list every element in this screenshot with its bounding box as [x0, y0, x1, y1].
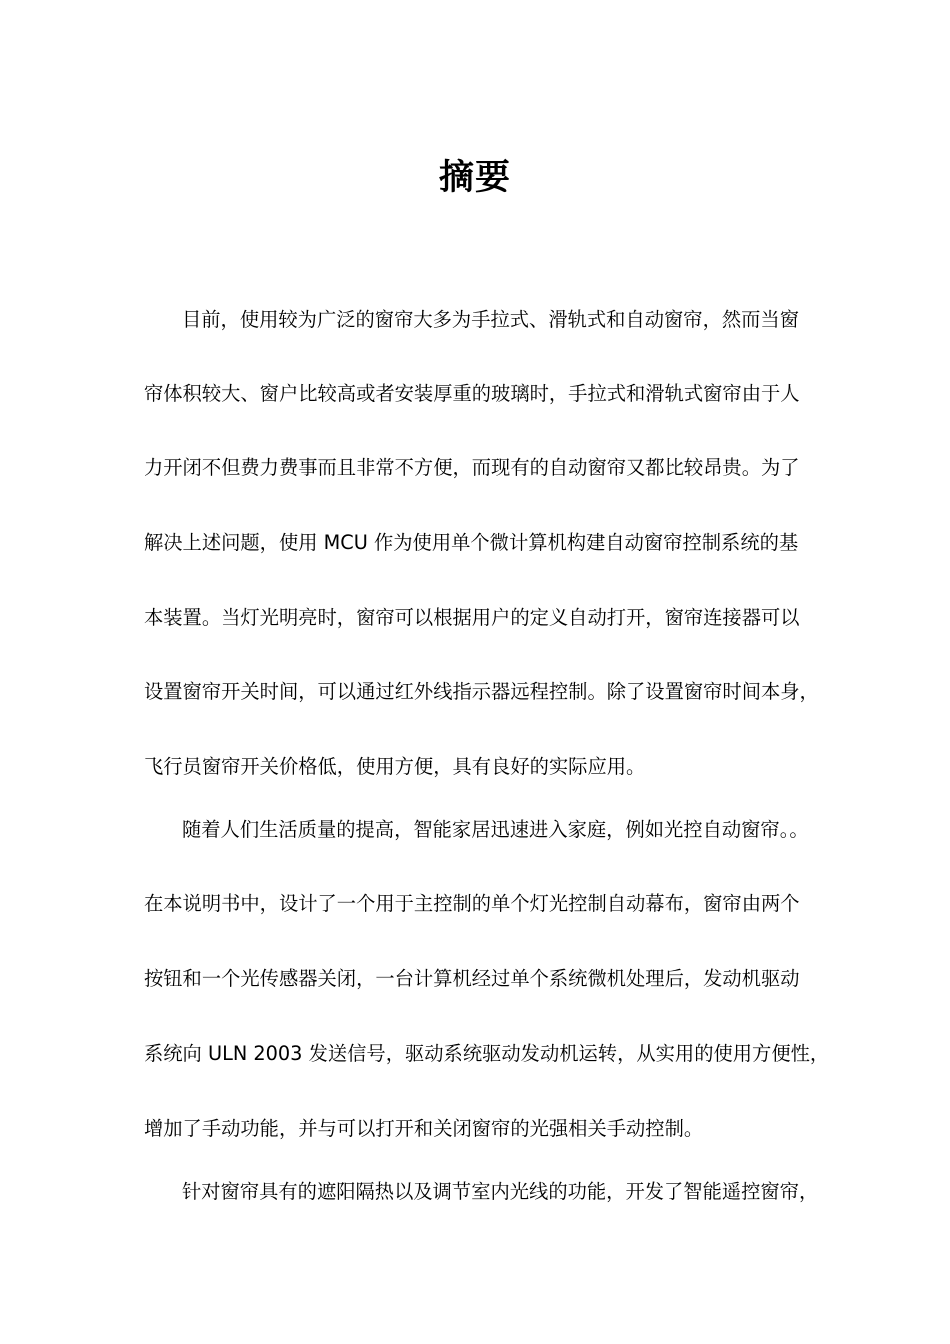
- paragraph-1-line-5: 本装置。当灯光明亮时，窗帘可以根据用户的定义自动打开，窗帘连接器可以: [144, 606, 800, 629]
- paragraph-2-line-3: 按钮和一个光传感器关闭，一台计算机经过单个系统微机处理后，发动机驱动: [144, 967, 800, 990]
- paragraph-1-line-7: 飞行员窗帘开关价格低，使用方便，具有良好的实际应用。: [144, 755, 646, 778]
- paragraph-1-line-6: 设置窗帘开关时间，可以通过红外线指示器远程控制。除了设置窗帘时间本身，: [144, 680, 819, 703]
- paragraph-1-line-4: 解决上述问题，使用 MCU 作为使用单个微计算机构建自动窗帘控制系统的基: [144, 531, 799, 554]
- page-title: 摘要: [438, 158, 511, 198]
- paragraph-2-line-2: 在本说明书中，设计了一个用于主控制的单个灯光控制自动幕布，窗帘由两个: [144, 892, 800, 915]
- paragraph-1-line-1: 目前，使用较为广泛的窗帘大多为手拉式、滑轨式和自动窗帘，然而当窗: [182, 308, 799, 331]
- paragraph-2-line-1: 随着人们生活质量的提高，智能家居迅速进入家庭，例如光控自动窗帘。。: [182, 818, 809, 841]
- paragraph-1-line-2: 帘体积较大、窗户比较高或者安装厚重的玻璃时，手拉式和滑轨式窗帘由于人: [144, 382, 800, 405]
- paragraph-3-line-1: 针对窗帘具有的遮阳隔热以及调节室内光线的功能，开发了智能遥控窗帘，: [182, 1180, 819, 1203]
- paragraph-2-line-4: 系统向 ULN 2003 发送信号，驱动系统驱动发动机运转，从实用的使用方便性，: [144, 1042, 830, 1065]
- paragraph-2-line-5: 增加了手动功能，并与可以打开和关闭窗帘的光强相关手动控制。: [144, 1117, 704, 1140]
- paragraph-1-line-3: 力开闭不但费力费事而且非常不方便，而现有的自动窗帘又都比较昂贵。为了: [144, 456, 800, 479]
